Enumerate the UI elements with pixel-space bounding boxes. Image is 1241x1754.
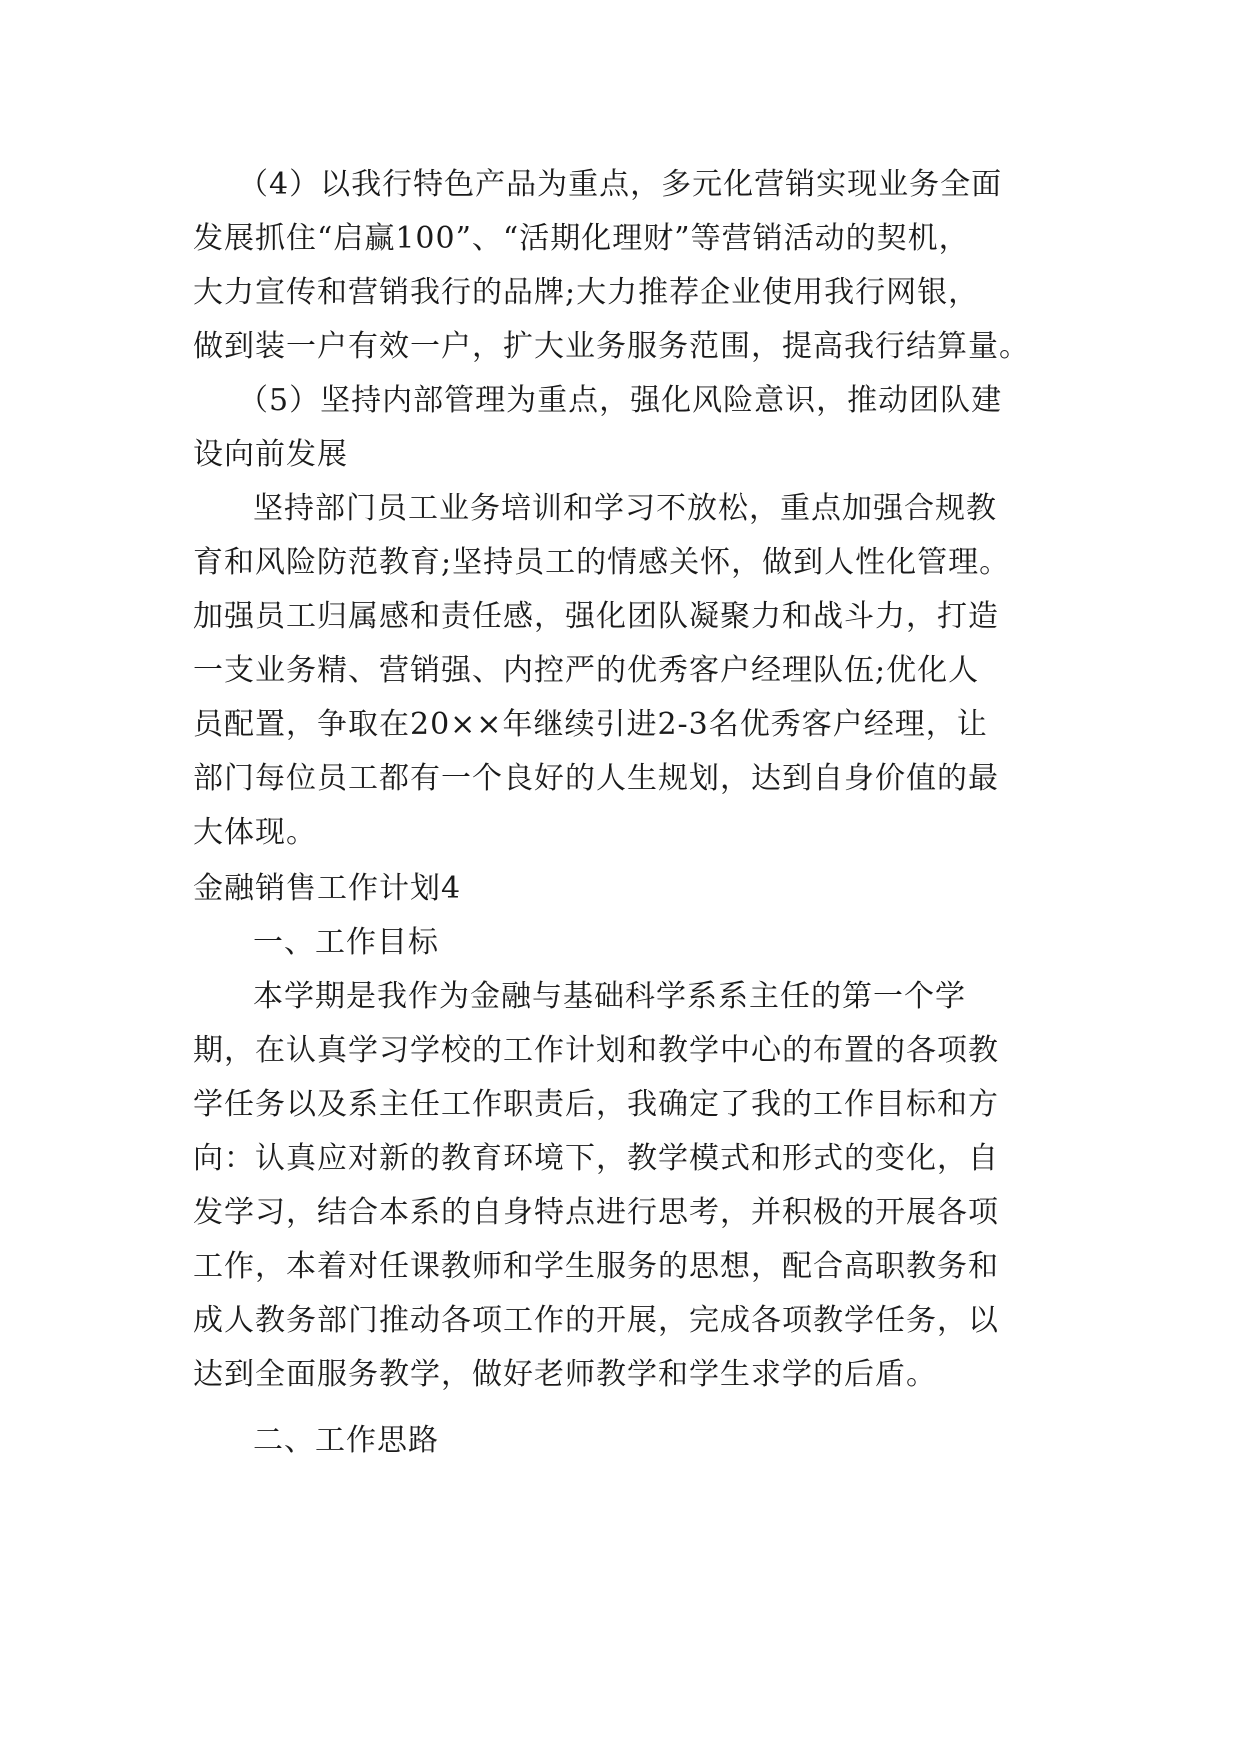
paragraph-line: （4）以我行特色产品为重点，多元化营销实现业务全面 [238,167,1003,202]
paragraph-line: 加强员工归属感和责任感，强化团队凝聚力和战斗力，打造 [193,599,999,634]
paragraph-line: 设向前发展 [193,437,348,472]
paragraph-line: 一支业务精、营销强、内控严的优秀客户经理队伍;优化人 [193,653,980,688]
paragraph-line: 部门每位员工都有一个良好的人生规划，达到自身价值的最 [193,761,999,796]
paragraph-line: （5）坚持内部管理为重点，强化风险意识，推动团队建 [238,383,1003,418]
paragraph-line: 员配置，争取在20××年继续引进2-3名优秀客户经理，让 [193,707,988,742]
paragraph-line: 学任务以及系主任工作职责后，我确定了我的工作目标和方 [193,1087,999,1122]
paragraph-line: 坚持部门员工业务培训和学习不放松，重点加强合规教 [253,491,997,526]
section-heading: 一、工作目标 [253,925,439,960]
paragraph-line: 大力宣传和营销我行的品牌;大力推荐企业使用我行网银， [193,275,980,310]
paragraph-line: 期，在认真学习学校的工作计划和教学中心的布置的各项教 [193,1033,999,1068]
paragraph-line: 成人教务部门推动各项工作的开展，完成各项教学任务，以 [193,1303,999,1338]
paragraph-line: 发学习，结合本系的自身特点进行思考，并积极的开展各项 [193,1195,999,1230]
paragraph-line: 大体现。 [193,815,317,850]
paragraph-line: 育和风险防范教育;坚持员工的情感关怀，做到人性化管理。 [193,545,1011,580]
paragraph-line: 达到全面服务教学，做好老师教学和学生求学的后盾。 [193,1357,937,1392]
paragraph-line: 向：认真应对新的教育环境下，教学模式和形式的变化，自 [193,1141,999,1176]
paragraph-line: 发展抓住“启赢100”、“活期化理财”等营销活动的契机， [193,221,970,256]
paragraph-line: 本学期是我作为金融与基础科学系系主任的第一个学 [253,979,966,1014]
section-heading: 二、工作思路 [253,1423,439,1458]
section-title: 金融销售工作计划4 [193,871,462,906]
paragraph-line: 工作，本着对任课教师和学生服务的思想，配合高职教务和 [193,1249,999,1284]
paragraph-line: 做到装一户有效一户，扩大业务服务范围，提高我行结算量。 [193,329,1030,364]
